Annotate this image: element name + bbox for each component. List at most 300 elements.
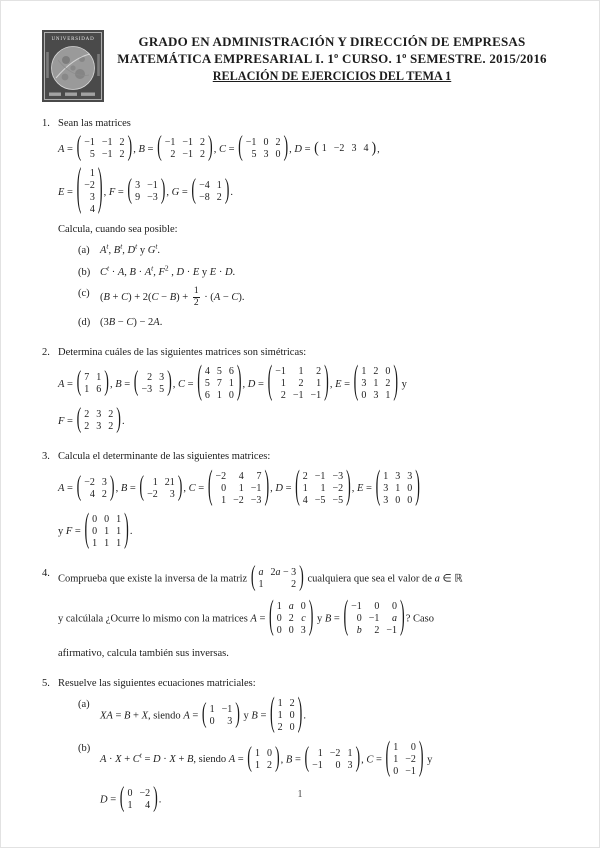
equals-sign: =: [64, 378, 76, 390]
matrix-cell: 1: [238, 482, 244, 494]
text-run: ,: [168, 266, 177, 278]
matrix-cell: 1: [321, 143, 327, 155]
exercise-1-matrix-line-2: [58, 162, 560, 219]
text-run: −: [158, 291, 170, 303]
matrix-list: [58, 361, 407, 405]
matrix-cell: 1: [277, 709, 283, 721]
text-run: =: [257, 710, 269, 722]
paren-right: ): [235, 699, 240, 730]
fraction-numerator: 1: [193, 285, 199, 296]
text-run: C: [366, 754, 374, 766]
matrix-cell: a: [258, 566, 264, 578]
item-math-text: [100, 263, 236, 278]
text-run: ) − 2: [133, 316, 154, 328]
matrix-grid: [309, 748, 355, 772]
paren-right: ): [346, 465, 351, 509]
matrix-expression: [357, 465, 421, 509]
exercise-1-item-a: [58, 243, 560, 258]
equals-sign: =: [363, 482, 375, 494]
matrix-cell: 6: [96, 384, 102, 396]
matrix-cell: 0: [266, 747, 272, 759]
matrix-cell: 2: [200, 149, 206, 161]
text-run: B: [186, 754, 194, 766]
matrix-cell: 0: [92, 513, 98, 525]
text-run: A: [228, 754, 236, 766]
matrix-cell: 2: [374, 624, 380, 636]
text-run: =: [112, 710, 124, 722]
equals-sign: =: [225, 143, 238, 155]
text-run: , siendo: [193, 754, 229, 766]
matrix-cell: 1: [116, 537, 122, 549]
matrix-label: F: [108, 186, 116, 198]
paren-right: ): [160, 176, 166, 207]
text-run: y: [240, 710, 252, 722]
matrix-label: A: [58, 482, 65, 494]
document-header: [42, 30, 560, 102]
matrix: [314, 142, 376, 156]
paren-right: ): [371, 140, 377, 158]
matrix-cell: 2: [277, 721, 283, 733]
matrix-cell: −3: [141, 384, 153, 396]
matrix-label: C: [178, 378, 186, 390]
exercise-1-number: 1.: [42, 118, 50, 129]
matrix-cell: 1: [84, 384, 90, 396]
text-run: G: [147, 245, 156, 257]
matrix-cell: −5: [332, 494, 344, 506]
matrix-expression: [58, 405, 125, 436]
text-run: +: [175, 754, 187, 766]
separator: ,: [172, 378, 179, 390]
item-tag: (c): [78, 287, 90, 299]
matrix-grid: [256, 567, 300, 591]
exercise-4-line-2: [58, 595, 560, 639]
text-run: =: [373, 754, 385, 766]
paren-right: ): [167, 368, 172, 399]
matrix-cell: −2: [333, 143, 345, 155]
text-run: A: [117, 266, 125, 278]
matrix-cell: 7: [84, 372, 90, 384]
matrix-grid: [348, 601, 400, 637]
paren-left: (: [197, 361, 202, 405]
equals-sign: =: [179, 186, 191, 198]
text-run: C: [100, 266, 108, 278]
text-run: C: [231, 291, 239, 303]
text-run: ) +: [176, 291, 191, 303]
matrix-grid: [207, 704, 236, 728]
matrix-grid: [132, 180, 161, 204]
matrix-cell: a: [392, 612, 398, 624]
separator: ,: [183, 482, 189, 494]
text-run: +: [130, 710, 142, 722]
separator: ,: [166, 186, 172, 198]
matrix-cell: 1: [258, 578, 264, 590]
matrix-cell: 1: [277, 697, 283, 709]
exercise-2-matrix-line-1: [58, 361, 560, 405]
matrix-cell: 1: [92, 537, 98, 549]
text-run: cualquiera que sea el valor de: [304, 572, 435, 584]
separator: ,: [115, 482, 121, 494]
matrix-cell: 3: [373, 390, 379, 402]
matrix-cell: 21: [164, 476, 175, 488]
matrix: [385, 737, 424, 780]
separator: ,: [133, 143, 139, 155]
item-math-text: [100, 317, 162, 328]
text-run: C: [121, 291, 129, 303]
exercise-4-line-1: [58, 562, 560, 593]
text-run: XA: [100, 710, 113, 722]
text-run: ·: [184, 266, 193, 278]
matrix: [247, 743, 280, 774]
text-run: =: [331, 612, 343, 624]
matrix-cell: 1: [317, 747, 323, 759]
text-run: A: [213, 291, 221, 303]
text-run: B: [103, 291, 110, 303]
matrix-cell: 0: [392, 600, 398, 612]
superscript: t: [151, 263, 154, 273]
separator: ,: [109, 378, 116, 390]
text-run: B: [113, 245, 121, 257]
exercise-5-intro: Resuelve las siguientes ecuaciones matriciales:: [58, 677, 256, 689]
paren-left: (: [314, 140, 319, 158]
matrix-grid: [81, 409, 116, 433]
equals-sign: =: [121, 378, 133, 390]
matrix-cell: 5: [204, 378, 210, 390]
matrix-grid: [380, 471, 415, 507]
matrix-cell: −1: [250, 482, 262, 494]
prefix: y: [58, 525, 66, 537]
matrix-cell: −2: [405, 753, 416, 765]
separator: ,: [103, 186, 109, 198]
paren-right: ): [299, 562, 304, 593]
text-run: C: [151, 291, 159, 303]
matrix-cell: c: [301, 612, 306, 624]
matrix-cell: 4: [89, 204, 95, 216]
matrix-cell: −1: [182, 137, 194, 149]
matrix-grid: [81, 372, 104, 396]
equals-sign: =: [195, 482, 207, 494]
matrix-cell: 5: [89, 149, 95, 161]
matrix: [343, 595, 405, 639]
matrix-cell: 1: [320, 482, 326, 494]
matrix-cell: 3: [300, 624, 306, 636]
matrix-cell: 0: [335, 759, 341, 771]
matrix-cell: 0: [275, 149, 281, 161]
matrix-grid: [390, 742, 419, 778]
matrix-cell: 3: [159, 372, 165, 384]
matrix-cell: 1: [116, 525, 122, 537]
text-run: ,: [108, 245, 114, 257]
equals-sign: =: [64, 415, 76, 427]
text-run: X: [169, 754, 176, 766]
item-math-text: [100, 750, 247, 766]
matrix-cell: 0: [395, 494, 401, 506]
exercise-1-item-b: [58, 265, 560, 280]
matrix-cell: 0: [228, 390, 234, 402]
matrix-cell: 0: [300, 600, 306, 612]
separator: .: [230, 186, 234, 198]
superscript: t: [106, 241, 109, 251]
paren-left: (: [238, 133, 243, 164]
matrix-cell: 2: [288, 612, 294, 624]
separator: ,: [351, 482, 357, 494]
exercise-3-number: 3.: [42, 451, 50, 463]
matrix-label: B: [115, 378, 122, 390]
paren-left: (: [191, 176, 197, 207]
matrix-cell: 2: [170, 149, 176, 161]
superscript: t: [139, 750, 142, 760]
matrix-cell: 0: [288, 624, 294, 636]
matrix-label: D: [294, 143, 302, 155]
matrix-grid: [144, 477, 178, 501]
period: .: [303, 710, 306, 722]
matrix-cell: b: [356, 624, 362, 636]
item-math-text: [100, 285, 245, 308]
sentence-math-text: [305, 573, 463, 584]
text-run: ·: [160, 754, 170, 766]
paren-left: (: [201, 699, 207, 730]
paren-left: (: [139, 472, 145, 503]
matrix-cell: 1: [152, 476, 158, 488]
text-run: B: [169, 291, 177, 303]
matrix-cell: 3: [96, 409, 102, 421]
matrix: [133, 368, 172, 399]
text-run: ,: [361, 754, 367, 766]
paren-left: (: [269, 693, 275, 736]
matrix-cell: 1: [393, 741, 399, 753]
matrix-cell: −1: [292, 390, 304, 402]
separator: .: [129, 525, 133, 537]
matrix-cell: 0: [393, 765, 399, 777]
matrix-cell: 3: [383, 494, 389, 506]
superscript: t: [155, 241, 158, 251]
matrix-label: F: [65, 525, 73, 537]
text-run: −: [115, 316, 127, 328]
matrix-cell: 1: [254, 747, 260, 759]
item-math-text: [361, 754, 384, 765]
matrix: [238, 133, 289, 164]
equals-sign: =: [255, 378, 267, 390]
paren-right: ): [324, 361, 329, 405]
matrix-cell: 7: [216, 378, 222, 390]
fraction-denominator: 2: [193, 297, 199, 308]
exercise-5-number: 5.: [42, 677, 50, 689]
matrix-cell: 2: [84, 409, 90, 421]
matrix-list: [58, 508, 133, 552]
item-tag: (d): [78, 316, 91, 328]
matrix: [127, 176, 166, 207]
paren-left: (: [207, 465, 213, 509]
equals-sign: =: [144, 143, 157, 155]
matrix-cell: 1: [373, 378, 379, 390]
matrix-grid: [162, 137, 208, 161]
paren-right: ): [415, 465, 420, 509]
matrix-cell: 3: [227, 715, 233, 727]
text-run: (3: [100, 316, 109, 328]
matrix-label: E: [357, 482, 364, 494]
text-run: =: [107, 794, 119, 806]
matrix-grid: [196, 180, 225, 204]
text-run: ) + 2(: [128, 291, 152, 303]
matrix-expression: [171, 176, 234, 207]
matrix-cell: 0: [289, 721, 295, 733]
matrix-cell: −2: [147, 488, 158, 500]
paren-left: (: [133, 368, 139, 399]
matrix-cell: 0: [276, 612, 282, 624]
matrix-label: A: [58, 378, 65, 390]
paren-left: (: [385, 737, 391, 780]
text-run: A: [100, 245, 107, 257]
exercise-3-matrix-line-2: [58, 508, 560, 552]
text-run: y: [424, 754, 433, 766]
matrix-label: D: [247, 378, 256, 390]
exercise-4-number: 4.: [42, 567, 50, 579]
matrix-cell: −1: [314, 470, 326, 482]
matrix-cell: 1: [393, 753, 399, 765]
matrix-cell: 2: [216, 192, 222, 204]
matrix-cell: 2: [291, 578, 297, 590]
text-run: ,: [280, 754, 286, 766]
paren-right: ): [418, 737, 424, 780]
text-run: +: [109, 291, 122, 303]
text-run: D: [224, 266, 233, 278]
matrix-grid: [358, 366, 393, 402]
equals-sign: =: [127, 482, 139, 494]
header-degree-title: GRADO EN ADMINISTRACIÓN Y DIRECCIÓN DE EMPRESAS: [138, 34, 526, 49]
matrix-cell: 0: [276, 624, 282, 636]
matrix-cell: −1: [164, 137, 176, 149]
matrix: [197, 361, 242, 405]
matrix: [139, 472, 183, 503]
matrix-cell: −2: [84, 180, 95, 192]
matrix-cell: 4: [145, 799, 151, 811]
matrix: [76, 133, 133, 164]
matrix-cell: 2: [84, 421, 90, 433]
text-run: D: [176, 266, 185, 278]
exercise-1-item-c: [58, 286, 560, 309]
matrix-expression: [178, 361, 248, 405]
matrix-label: E: [58, 186, 65, 198]
matrix-expression: [138, 133, 219, 164]
text-run: a: [434, 572, 440, 584]
matrix-expression: [58, 368, 116, 399]
matrix-cell: −2: [233, 494, 244, 506]
matrix-cell: 1: [316, 378, 322, 390]
exercise-1-item-d: [58, 315, 560, 330]
paren-right: ): [224, 176, 230, 207]
matrix-cell: 0: [221, 482, 227, 494]
matrix-cell: −1: [312, 759, 323, 771]
text-run: A: [250, 612, 257, 624]
exercise-2-intro: Determina cuáles de las siguientes matrices son simétricas:: [58, 347, 307, 359]
matrix: [76, 162, 103, 219]
paren-left: (: [269, 595, 274, 639]
matrix-cell: 2: [385, 378, 391, 390]
paren-right: ): [297, 693, 303, 736]
matrix-grid: [274, 601, 309, 637]
text-run: y calcúlala ¿Ocurre lo mismo con la matrices: [58, 612, 251, 624]
matrix-cell: 1: [280, 378, 286, 390]
matrix-cell: 1: [116, 513, 122, 525]
header-text-block: [104, 30, 560, 84]
exercise-2: [42, 345, 560, 434]
text-run: A: [183, 710, 190, 722]
text-run: A: [144, 266, 152, 278]
superscript: 2: [164, 263, 169, 273]
matrix: [84, 508, 129, 552]
equals-sign: =: [341, 378, 353, 390]
separator: ,: [242, 378, 248, 390]
matrix-grid: [213, 471, 265, 507]
paren-right: ): [400, 595, 405, 639]
matrix-cell: 0: [104, 513, 110, 525]
matrix-expression: [58, 133, 139, 164]
exercise-4: [42, 562, 560, 661]
paren-left: (: [250, 562, 256, 593]
item-math-text: [100, 710, 201, 721]
matrix-cell: 3: [135, 180, 141, 192]
equals-sign: =: [64, 482, 76, 494]
matrix-cell: 1: [383, 470, 389, 482]
separator: ,: [270, 482, 276, 494]
matrix: [304, 743, 361, 774]
text-run: .: [232, 266, 236, 278]
exercise-2-number: 2.: [42, 347, 50, 359]
text-run: =: [292, 754, 304, 766]
matrix-label: C: [188, 482, 196, 494]
matrix-cell: 3: [351, 143, 357, 155]
matrix-cell: −1: [84, 137, 95, 149]
paren-right: ): [208, 133, 213, 164]
matrix-label: B: [138, 143, 145, 155]
paren-left: (: [76, 133, 82, 164]
matrix: [375, 465, 420, 509]
text-run: C: [126, 316, 134, 328]
matrix-cell: 1: [89, 168, 95, 180]
matrix-cell: 2: [108, 409, 114, 421]
paren-right: ): [355, 743, 361, 774]
equals-sign: =: [185, 378, 197, 390]
matrix-grid: [243, 137, 284, 161]
sentence-math-text: [314, 613, 342, 624]
paren-left: (: [375, 465, 381, 509]
matrix-cell: −8: [199, 192, 210, 204]
equals-sign: =: [282, 482, 295, 494]
matrix-grid: [81, 477, 110, 501]
paren-left: (: [247, 743, 252, 774]
matrix-cell: 1: [395, 482, 401, 494]
fraction: [193, 286, 200, 309]
text-run: ,: [153, 266, 159, 278]
matrix-cell: 3: [263, 149, 269, 161]
text-run: =: [235, 754, 247, 766]
paren-right: ): [104, 368, 109, 399]
equals-sign: =: [115, 186, 127, 198]
matrix-cell: −2: [139, 787, 151, 799]
exercise-1: [42, 116, 560, 330]
matrix-cell: −2: [84, 476, 95, 488]
matrix-cell: 1: [104, 537, 110, 549]
matrix-label: D: [275, 482, 283, 494]
text-run: .: [159, 316, 163, 328]
matrix-cell: 2: [302, 470, 308, 482]
matrix-cell: 0: [385, 366, 391, 378]
item-tag: (b): [78, 742, 91, 754]
matrix-cell: 2: [266, 759, 272, 771]
matrix-cell: 6: [204, 390, 210, 402]
text-run: .: [157, 245, 161, 257]
matrix-cell: 4: [302, 494, 308, 506]
matrix-label: B: [120, 482, 128, 494]
